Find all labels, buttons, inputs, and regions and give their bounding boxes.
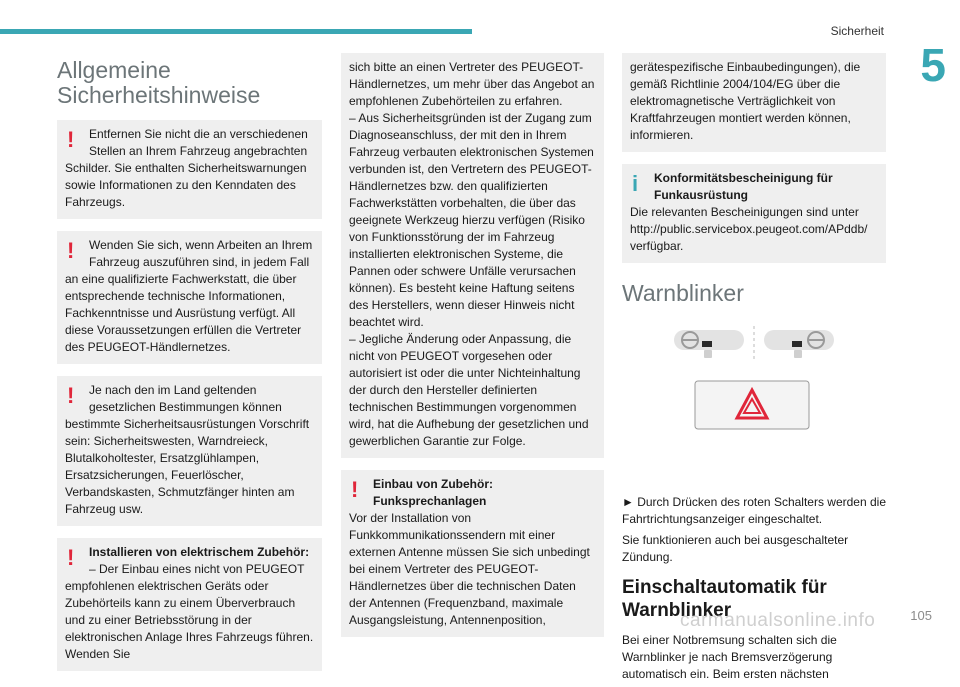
warning-note-continued — [341, 53, 604, 458]
note-text: Entfernen Sie nicht die an verschiedenen Stellen an Ihrem Fahrzeug angebrachten — [89, 127, 308, 158]
note-text: – Der Einbau eines nicht von PEUGEOT — [89, 562, 305, 576]
note-text: Schilder. Sie enthalten Sicherheitswarnungen sowie Informationen zu den Kenndaten des Fahrzeugs. — [65, 161, 307, 209]
warning-note-workshop — [57, 231, 322, 364]
note-text: Je nach den im Land geltenden gesetzlichen Bestimmungen können — [89, 383, 282, 414]
section-title — [57, 58, 322, 108]
title-line-2: Sicherheitshinweise — [57, 82, 261, 108]
info-note-conformity — [622, 164, 886, 263]
warning-exclamation-icon: ! — [351, 477, 359, 502]
title-line-1: Allgemeine — [57, 57, 171, 83]
hazard-illustration — [622, 324, 886, 484]
left-dashboard-icon — [674, 330, 744, 358]
warnblinker-title: Warnblinker — [622, 280, 744, 306]
warning-note-continued-2 — [622, 53, 886, 152]
hazard-button-icon — [695, 381, 809, 429]
subheading-auto-hazard: Einschaltautomatik für Warnblinker — [622, 577, 827, 621]
page-number: 105 — [910, 608, 932, 623]
header-accent-bar — [0, 29, 472, 34]
column-2 — [341, 53, 604, 649]
note-heading: Funksprechanlagen — [373, 494, 487, 508]
note-text: Vor der Installation von Funkkommunikationssendern mit einer externen Antenne müssen Sie sich unbedingt bei einem Vertreter des PEUGEOT-Händlernetzes über die technischen Daten der Antennen (Frequenzband, maximale Ausgangsleistung, Antennenposition, — [349, 511, 590, 627]
warning-exclamation-icon: ! — [67, 127, 75, 152]
column-3 — [622, 53, 886, 687]
note-text: Wenden Sie sich, wenn Arbeiten an Ihrem Fahrzeug auszuführen sind, in jedem Fall — [89, 238, 313, 269]
info-icon: i — [632, 171, 639, 196]
warning-note-radio — [341, 470, 604, 637]
watermark: carmanualsonline.info — [680, 610, 876, 631]
warning-exclamation-icon: ! — [67, 238, 75, 263]
note-heading: Funkausrüstung — [654, 188, 749, 202]
note-text: – Aus Sicherheitsgründen ist der Zugang zum Diagnoseanschluss, der mit den in Ihrem Fahrzeug verbauten elektronischen Systemen verbunden ist, den Vertretern des PEUGEOT-Händlernetzes bzw. den qualifizierten Fachwerkstätten vorbehalten, die über das geeignete Werkzeug hierzu verfügen (Risiko von Funktionsstörung der im Fahrzeug installierten elektronischen Systeme, die Pannen oder schwere Unfälle verursachen können). Es besteht keine Haftung seitens des Herstellers, wenn dieser Hinweis nicht beachtet wird. — [349, 111, 594, 329]
chapter-number: 5 — [920, 39, 946, 91]
section-name: Sicherheit — [830, 24, 884, 38]
note-text: sich bitte an einen Vertreter des PEUGEOT-Händlernetzes, um mehr über das Angebot an empfohlenen Zubehörteilen zu erfahren. — [349, 60, 595, 108]
dashboard-hazard-drawing — [622, 324, 886, 484]
para-hazard-press: ► Durch Drücken des roten Schalters werden die Fahrtrichtungsanzeiger eingeschaltet. — [622, 495, 886, 526]
note-text: bestimmte Sicherheitsausrüstungen Vorschrift sein: Sicherheitswesten, Warndreieck, Blutalkoholtester, Ersatzglühlampen, Ersatzsicherungen, Feuerlöscher, Verbandskasten, Schmutzfänger hinten am Fahrzeug usw. — [65, 417, 310, 516]
para-auto-hazard: Bei einer Notbremsung schalten sich die Warnblinker je nach Bremsverzögerung automatisch ein. Beim ersten nächsten — [622, 633, 837, 681]
warning-exclamation-icon: ! — [67, 545, 75, 570]
para-hazard-ignition: Sie funktionieren auch bei ausgeschalteter Zündung. — [622, 533, 849, 564]
right-dashboard-icon — [764, 330, 834, 358]
warning-note-labels — [57, 120, 322, 219]
column-1 — [57, 58, 322, 683]
note-heading: Einbau von Zubehör: — [373, 477, 493, 491]
warning-note-equipment — [57, 376, 322, 526]
note-heading: Konformitätsbescheinigung für — [654, 171, 833, 185]
note-text: gerätespezifische Einbaubedingungen), die gemäß Richtlinie 2004/104/EG über die elektromagnetische Verträglichkeit von Kraftfahrzeugen montiert werden können, informieren. — [630, 60, 861, 142]
note-heading: Installieren von elektrischem Zubehör: — [89, 545, 310, 559]
note-text: empfohlenen elektrischen Geräts oder Zubehörteils kann zu einem Überverbrauch und zu einer Betriebsstörung in der elektronischen Anlage Ihres Fahrzeugs führen. Wenden Sie — [65, 579, 314, 661]
warning-exclamation-icon: ! — [67, 383, 75, 408]
warning-note-electrical — [57, 538, 322, 671]
note-text: an eine qualifizierte Fachwerkstatt, die über entsprechende technische Informationen, Fachkenntnisse und Ausrüstung verfügt. All diese Voraussetzungen erfüllen die Vertreter des PEUGEOT-Händlernetzes. — [65, 272, 302, 354]
note-text: Die relevanten Bescheinigungen sind unter http://public.servicebox.peugeot.com/APddb/ verfügbar. — [630, 205, 868, 253]
note-text: – Jegliche Änderung oder Anpassung, die nicht von PEUGEOT vorgesehen oder autorisiert ist oder die unter Nichteinhaltung der durch den Hersteller definierten technischen Bestimmungen vorgenommen wird, hat die Aufhebung der gesetzlichen und gewerblichen Garantie zur Folge. — [349, 332, 589, 448]
